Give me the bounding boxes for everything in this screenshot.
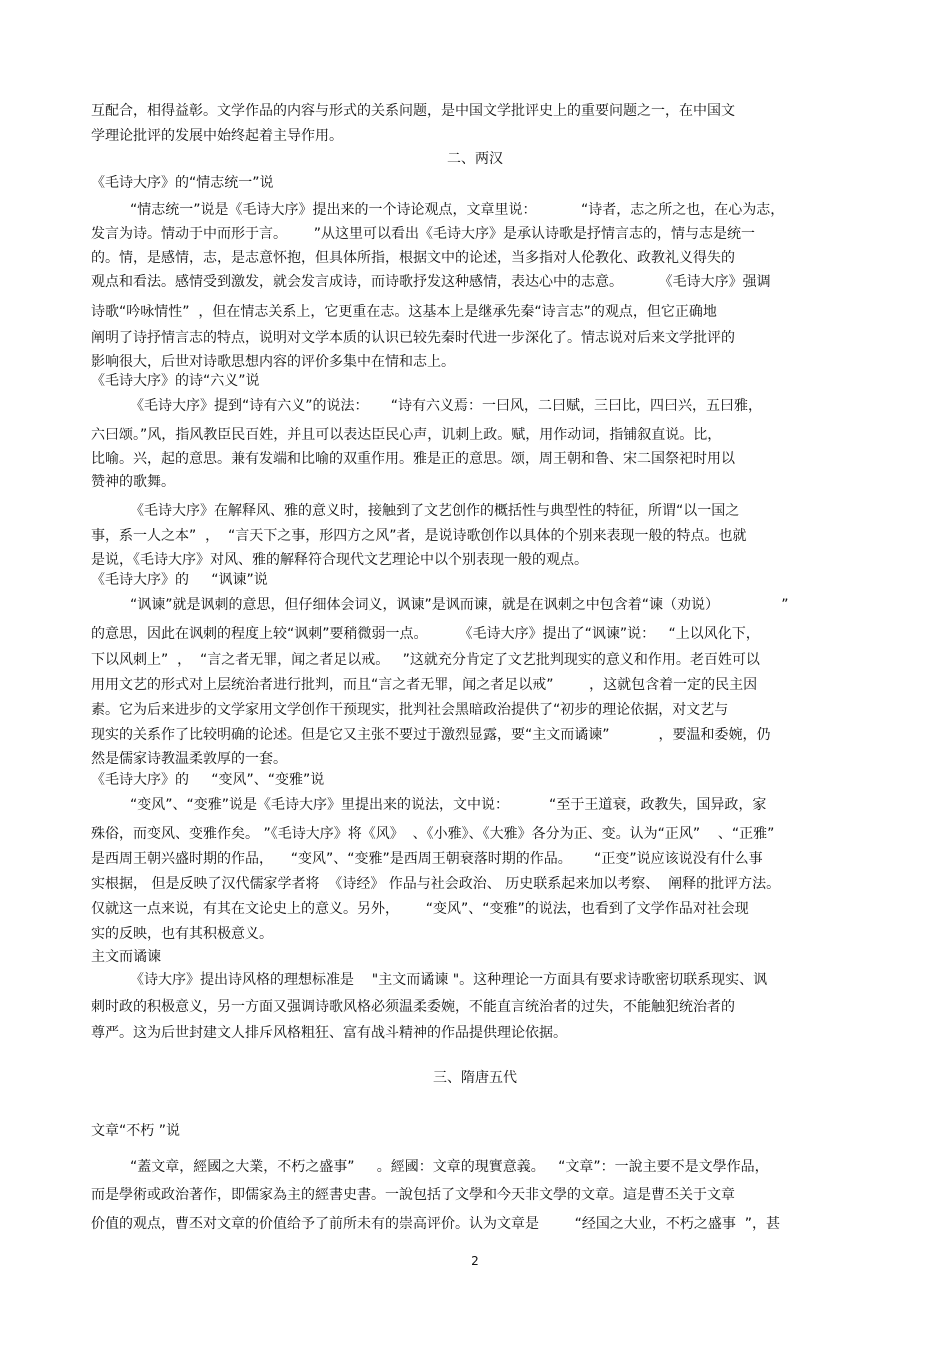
text-line: 学理论批评的发展中始终起着主导作用。 [91, 128, 343, 144]
text-line: “讽谏”就是讽刺的意思，但仔细体会词义，讽谏”是讽而谏，就是在讽刺之中包含着“谏（劝说） ” [130, 597, 789, 613]
subsection-heading: 《毛诗大序》的 “讽谏”说 [91, 572, 268, 588]
text-line: “蓋文章，經國之大業，不朽之盛事” 。經國：文章的現實意義。 “文章”：一說主要不是文學作品， [130, 1159, 769, 1175]
text-line: 比喻。兴，起的意思。兼有发端和比喻的双重作用。雅是正的意思。颂，周王朝和鲁、宋二国祭祀时用以 [91, 451, 735, 467]
subsection-heading: 《毛诗大序》的 “变风”、“变雅”说 [91, 772, 325, 788]
text-line: 是说，《毛诗大序》对风、雅的解释符合现代文艺理论中以个别表现一般的观点。 [91, 552, 588, 568]
text-line: 六曰颂。”风，指风教臣民百姓，并且可以表达臣民心声，讥刺上政。赋，用作动词，指铺叙直说。比， [91, 427, 722, 443]
page-number: 2 [471, 1254, 479, 1268]
text-line: 殊俗，而变风、变雅作矣。 ”《毛诗大序》将《风》 、《小雅》、《大雅》各分为正、变。认为“正风” 、“正雅” [91, 826, 775, 842]
text-line: 《毛诗大序》提到“诗有六义”的说法： “诗有六义焉：一曰风，二曰赋，三曰比，四曰兴，五曰雅， [130, 398, 763, 414]
subsection-heading: 《毛诗大序》的诗“六义”说 [91, 373, 260, 389]
text-line: 观点和看法。感情受到激发，就会发言成诗，而诗歌抒发这种感情，表达心中的志意。 《毛诗大序》强调 [91, 274, 771, 290]
text-line: 《毛诗大序》在解释风、雅的意义时，接触到了文艺创作的概括性与典型性的特征，所谓“以一国之 [130, 503, 740, 519]
text-line: 诗歌“吟咏情性” ，但在情志关系上，它更重在志。这基本上是继承先秦“诗言志”的观点，但它正确地 [91, 304, 717, 320]
text-line: 阐明了诗抒情言志的特点，说明对文学本质的认识已较先秦时代进一步深化了。情志说对后来文学批评的 [91, 330, 735, 346]
subsection-heading: 《毛诗大序》的“情志统一”说 [91, 175, 274, 191]
text-line: 尊严。这为后世封建文人排斥风格粗狂、富有战斗精神的作品提供理论依据。 [91, 1025, 567, 1041]
text-line: 刺时政的积极意义，另一方面又强调诗歌风格必须温柔委婉，不能直言统治者的过失，不能触犯统治者的 [91, 999, 735, 1015]
section-heading: 二、两汉 [447, 151, 503, 167]
text-line: 《诗大序》提出诗风格的理想标准是 "主文而谲谏 "。这种理论一方面具有要求诗歌密切联系现实、讽 [130, 972, 768, 988]
text-line: 互配合，相得益彰。文学作品的内容与形式的关系问题，是中国文学批评史上的重要问题之一，在中国文 [91, 103, 735, 119]
text-line: 是西周王朝兴盛时期的作品， “变风”、“变雅”是西周王朝衰落时期的作品。 “正变”说应该说没有什么事 [91, 851, 763, 867]
text-line: 事，系一人之本” ， “言天下之事，形四方之风”者，是说诗歌创作以具体的个别来表现一般的特点。也就 [91, 528, 747, 544]
text-line: 的意思，因此在讽刺的程度上较“讽刺”要稍微弱一点。 《毛诗大序》提出了“讽谏”说： “上以风化下， [91, 626, 760, 642]
text-line: “情志统一”说是《毛诗大序》提出来的一个诗论观点，文章里说： “诗者，志之所之也，在心为志， [130, 202, 785, 218]
text-line: 仅就这一点来说，有其在文论史上的意义。另外， “变风”、“变雅”的说法，也看到了文学作品对社会现 [91, 901, 749, 917]
text-line: 用用文艺的形式对上层统治者进行批判，而且“言之者无罪，闻之者足以戒” ，这就包含着一定的民主因 [91, 677, 758, 693]
subsection-heading: 主文而谲谏 [91, 949, 161, 965]
text-line: 素。它为后来进步的文学家用文学创作干预现实，批判社会黑暗政治提供了“初步的理论依据，对文艺与 [91, 702, 729, 718]
section-heading: 三、隋唐五代 [433, 1070, 517, 1086]
text-line: 影响很大，后世对诗歌思想内容的评价多集中在情和志上。 [91, 354, 455, 370]
text-line: 实根据， 但是反映了汉代儒家学者将 《诗经》 作品与社会政治、 历史联系起来加以考察、 阐释的批评方法。 [91, 876, 781, 892]
text-line: 赞神的歌舞。 [91, 474, 175, 490]
text-line: 实的反映，也有其积极意义。 [91, 926, 273, 942]
text-line: 价值的观点，曹丕对文章的价值给予了前所未有的崇高评价。认为文章是 “经国之大业，不朽之盛事 ”，甚 [91, 1216, 781, 1232]
subsection-heading: 文章“不朽 ”说 [91, 1123, 180, 1139]
text-line: “变风”、“变雅”说是《毛诗大序》里提出来的说法，文中说： “至于王道衰，政教失，国异政，家 [130, 797, 767, 813]
text-line: 而是學術或政治著作，即儒家為主的經書史書。一說包括了文學和今天非文學的文章。這是曹丕关于文章 [91, 1187, 735, 1203]
text-line: 现实的关系作了比较明确的论述。但是它又主张不要过于激烈显露，要“主文而谲谏” ，要温和委婉，仍 [91, 727, 771, 743]
text-line: 的。情，是感情，志，是志意怀抱，但具体所指，根据文中的论述，当多指对人伦教化、政教礼义得失的 [91, 250, 735, 266]
text-line: 发言为诗。情动于中而形于言。 ”从这里可以看出《毛诗大序》是承认诗歌是抒情言志的，情与志是统一 [91, 226, 755, 242]
text-line: 然是儒家诗教温柔敦厚的一套。 [91, 751, 287, 767]
text-line: 下以风刺上” ， “言之者无罪，闻之者足以戒。 ”这就充分肯定了文艺批判现实的意义和作用。老百姓可以 [91, 652, 760, 668]
